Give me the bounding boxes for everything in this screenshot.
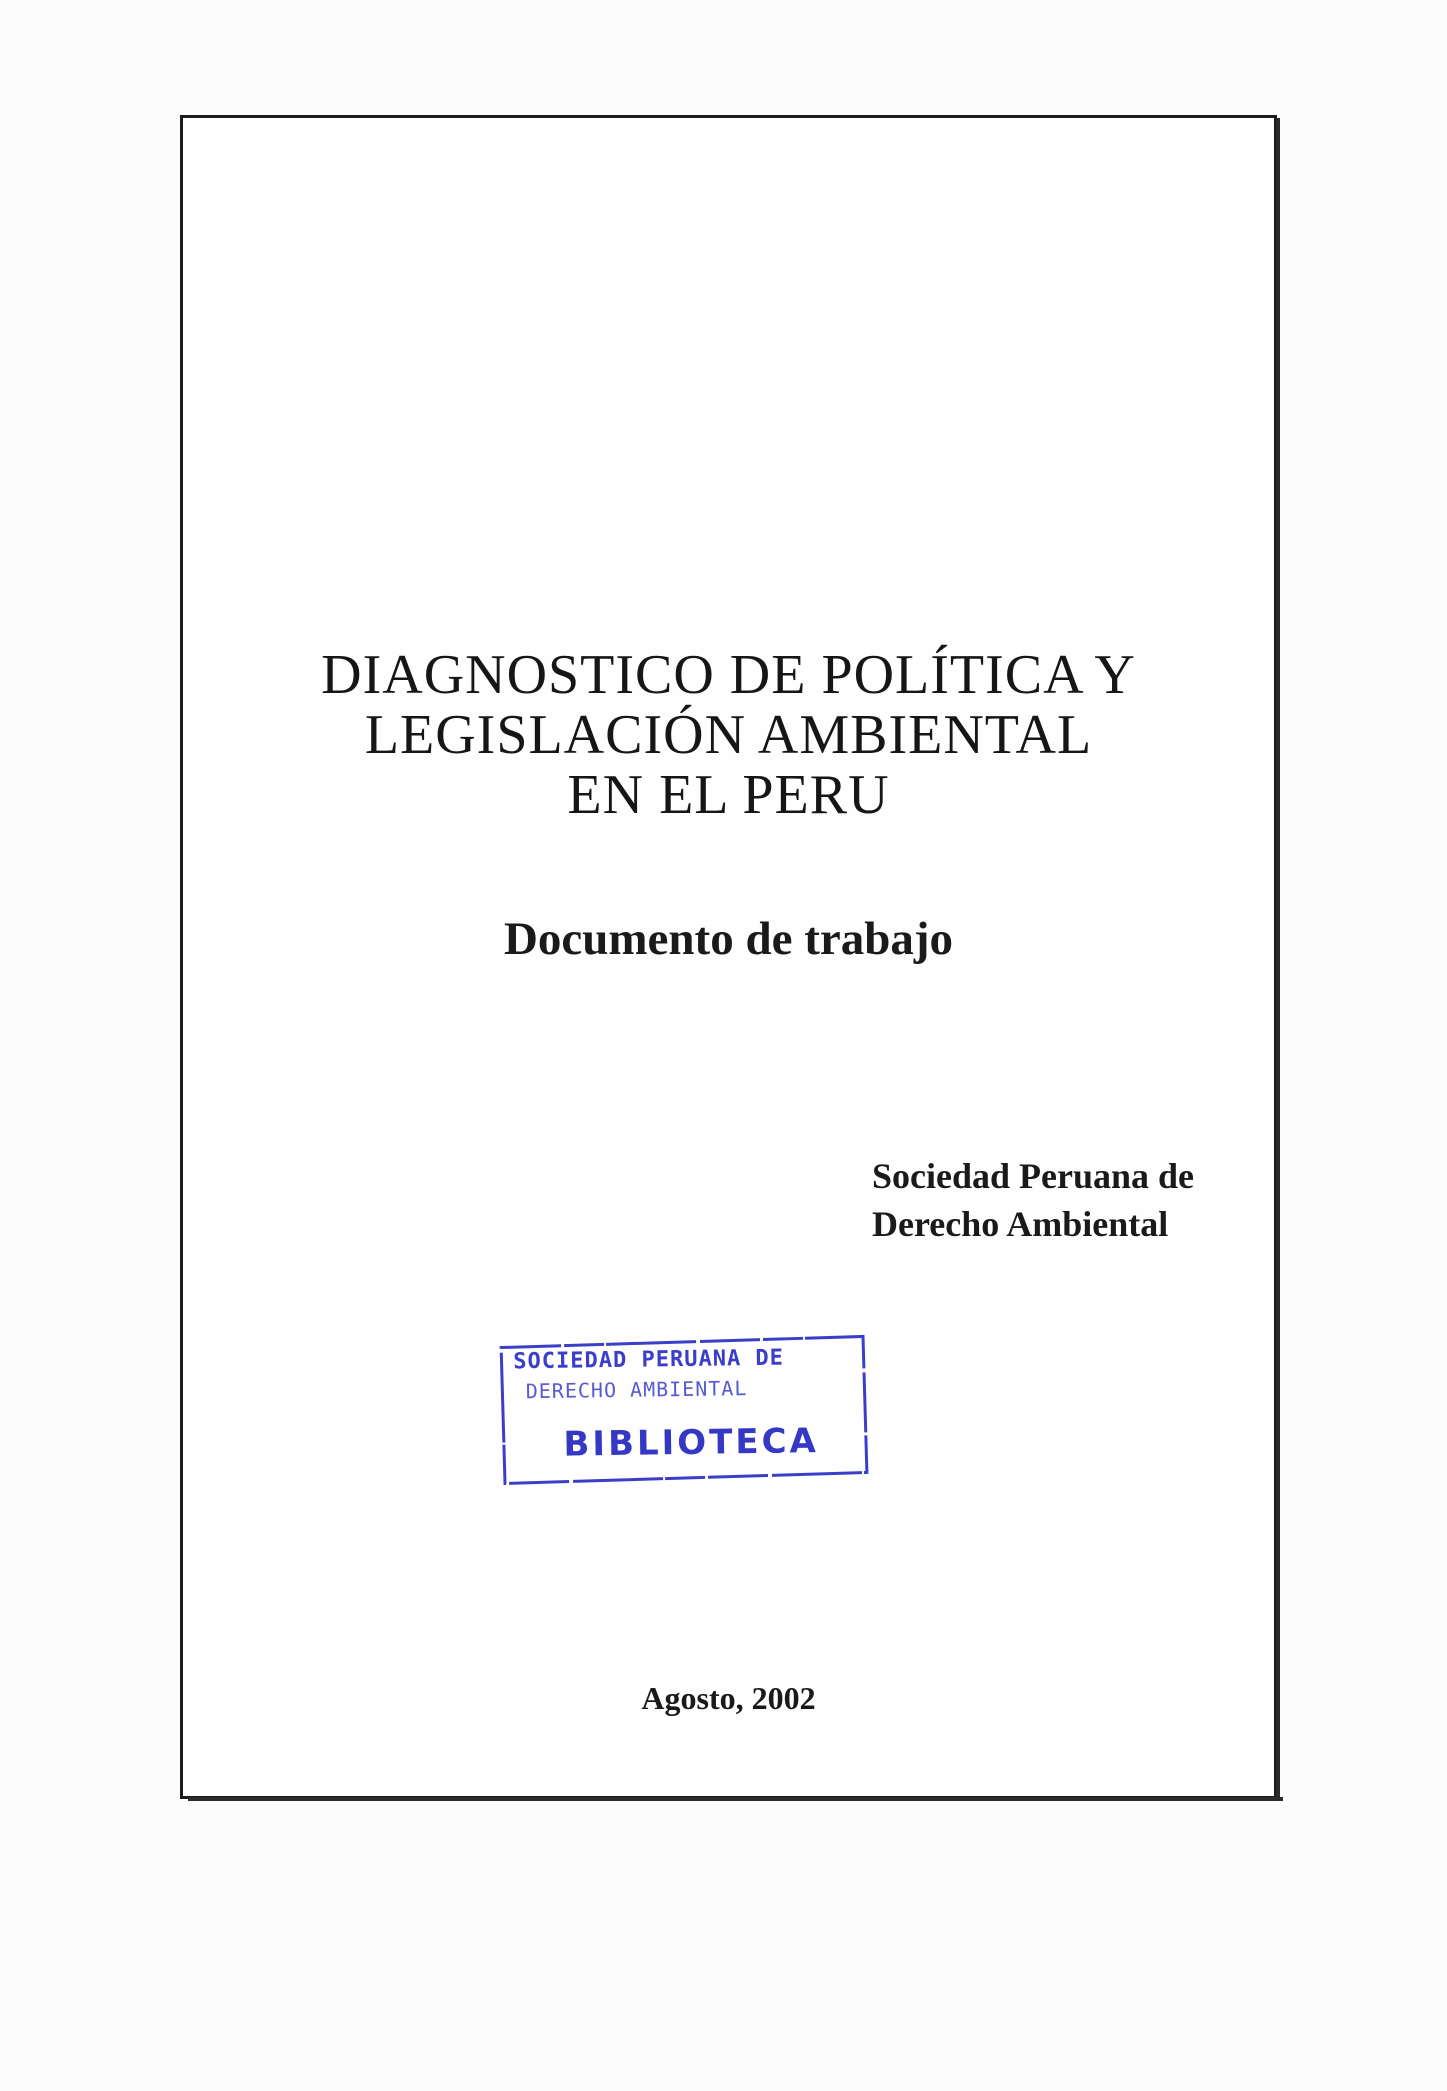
stamp-line-2: DERECHO AMBIENTAL xyxy=(525,1376,748,1404)
document-date: Agosto, 2002 xyxy=(641,1680,816,1716)
author-block xyxy=(872,1152,1194,1248)
frame-shadow-bottom xyxy=(188,1797,1283,1801)
stamp-line-3: BIBLIOTECA xyxy=(563,1421,820,1465)
library-stamp xyxy=(497,1332,869,1485)
document-title xyxy=(180,645,1277,825)
stamp-line-1: SOCIEDAD PERUANA DE xyxy=(513,1345,785,1375)
document-subtitle: Documento de trabajo xyxy=(503,913,954,965)
title-line-2: LEGISLACIÓN AMBIENTAL xyxy=(364,704,1093,766)
title-line-3: EN EL PERU xyxy=(567,764,890,826)
author-line-2: Derecho Ambiental xyxy=(872,1204,1169,1244)
author-line-1: Sociedad Peruana de xyxy=(872,1156,1195,1196)
title-line-1: DIAGNOSTICO DE POLÍTICA Y xyxy=(321,644,1136,706)
